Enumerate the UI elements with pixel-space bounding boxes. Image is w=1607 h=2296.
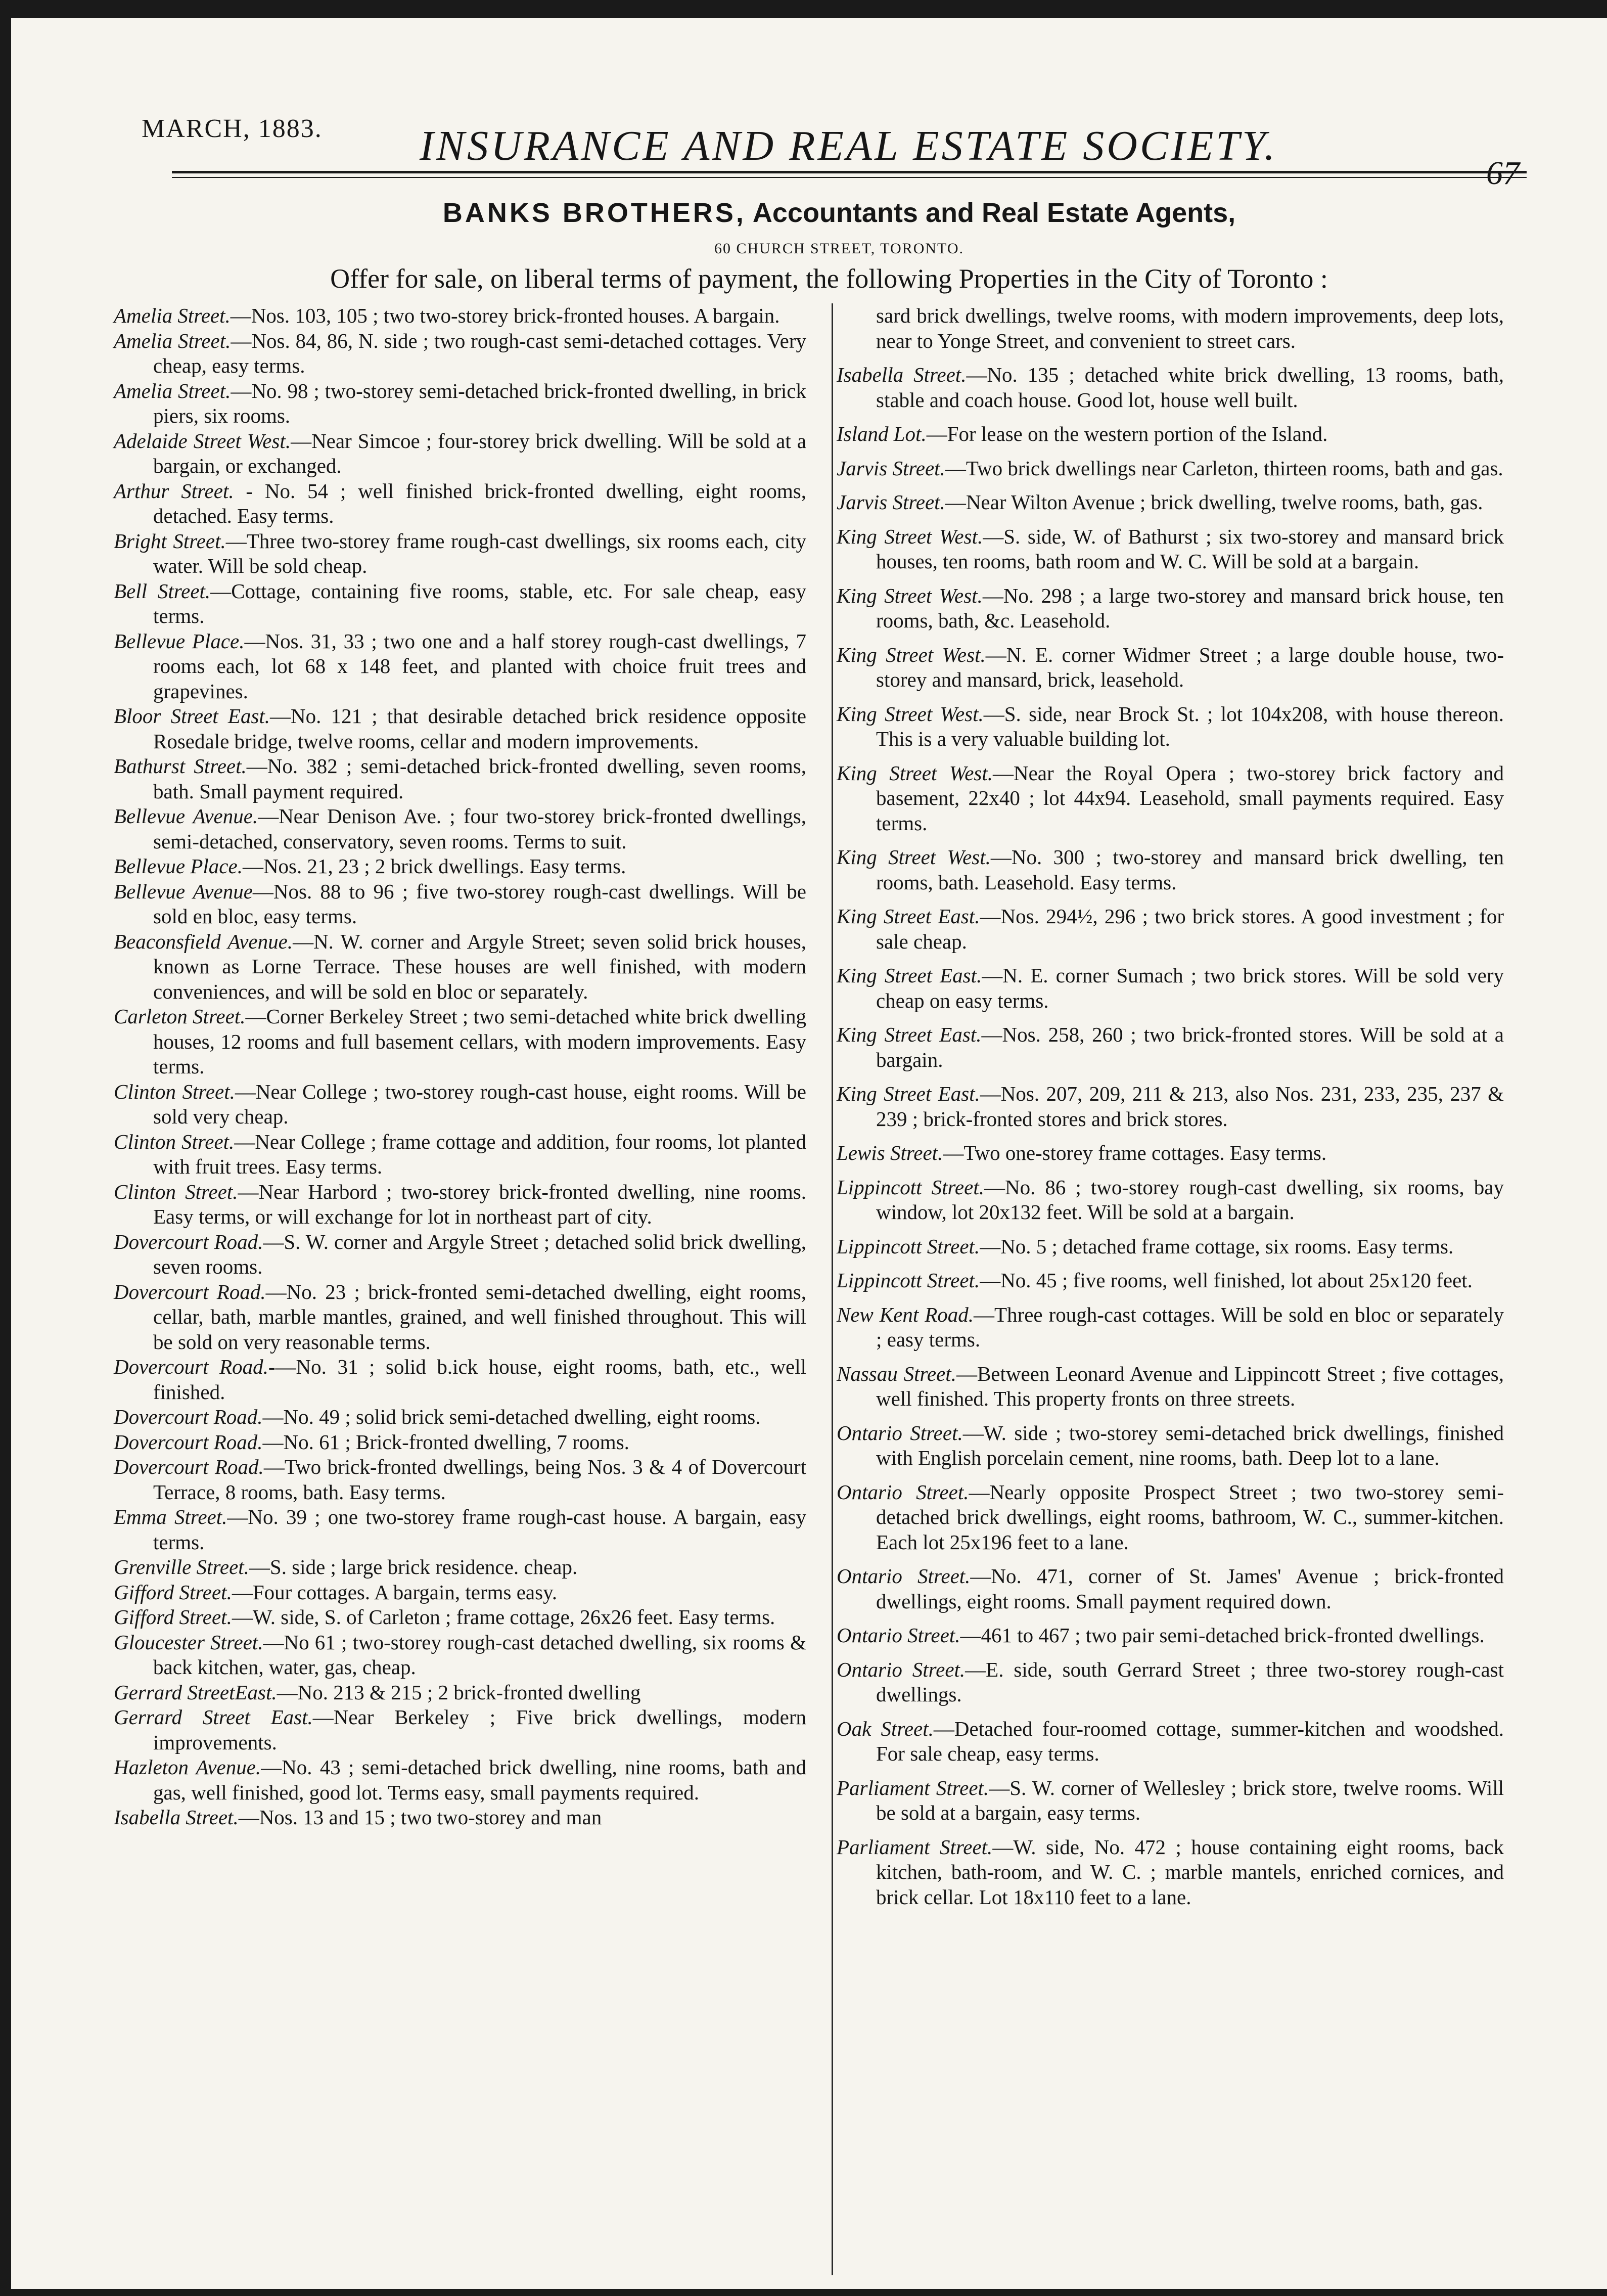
listing-description: —461 to 467 ; two pair semi-detached brick-fronted dwellings.: [960, 1624, 1485, 1647]
property-listing: [114, 303, 806, 329]
listing-description: —No. 135 ; detached white brick dwelling, 13 rooms, bath, stable and coach house. Good lot, house well built.: [876, 363, 1504, 412]
listing-description: —S. side ; large brick residence. cheap.: [249, 1555, 578, 1579]
property-listing: [114, 329, 806, 379]
property-listing: [114, 429, 806, 479]
advertiser-role: Accountants and Real Estate Agents,: [752, 198, 1236, 228]
listing-description: —Nos. 13 and 15 ; two two-storey and man: [238, 1806, 602, 1829]
listing-description: —Nos. 103, 105 ; two two-storey brick-fronted houses. A bargain.: [230, 304, 780, 327]
street-name: Bellevue Avenue.: [114, 804, 258, 828]
street-name: Dovercourt Road.: [114, 1280, 266, 1303]
street-name: Hazleton Avenue.: [114, 1755, 261, 1779]
street-name: Arthur Street.: [114, 479, 234, 503]
street-name: King Street East.: [837, 905, 980, 928]
street-name: Isabella Street.: [837, 363, 967, 386]
listing-description: —Near Harbord ; two-storey brick-fronted dwelling, nine rooms. Easy terms, or will exchange for lot in northeast part of city.: [153, 1180, 806, 1228]
street-name: Gloucester Street.: [114, 1630, 263, 1654]
listing-description: —Nearly opposite Prospect Street ; two two-storey semi-detached brick dwellings, eight rooms, bathroom, W. C., summer-kitchen. Each lot 25x196 feet to a lane.: [876, 1480, 1504, 1554]
property-listing: [114, 1705, 806, 1755]
listing-description: —S. W. corner and Argyle Street ; detached solid brick dwelling, seven rooms.: [153, 1230, 806, 1278]
property-listing: [837, 1234, 1504, 1259]
property-listing: [114, 1755, 806, 1805]
listing-description: —No. 382 ; semi-detached brick-fronted dwelling, seven rooms, bath. Small payment required.: [153, 754, 806, 803]
street-name: Adelaide Street West.: [114, 429, 291, 453]
listing-description: —No. 5 ; detached frame cottage, six rooms. Easy terms.: [980, 1234, 1454, 1258]
property-listing: [114, 929, 806, 1005]
street-name: Parliament Street.: [837, 1776, 989, 1799]
listing-description: —N. E. corner Widmer Street ; a large double house, two-storey and mansard, brick, leasehold.: [876, 643, 1504, 691]
property-listing: [837, 702, 1504, 752]
listing-description: —Nos. 207, 209, 211 & 213, also Nos. 231, 233, 235, 237 & 239 ; brick-fronted stores and brick stores.: [876, 1082, 1504, 1131]
property-listing: [837, 963, 1504, 1013]
listing-description: —Two one-storey frame cottages. Easy terms.: [943, 1141, 1327, 1164]
street-name: Clinton Street.: [114, 1180, 238, 1203]
street-name: King Street West.: [837, 643, 986, 666]
property-listing: [114, 1455, 806, 1505]
property-listing: [114, 754, 806, 804]
scan-top-edge: [0, 0, 1607, 18]
column-divider: [832, 303, 833, 2275]
property-listing: [837, 643, 1504, 693]
street-name: Dovercourt Road.: [114, 1355, 268, 1378]
listing-description: -—No. 31 ; solid b.ick house, eight rooms, bath, etc., well finished.: [153, 1355, 806, 1404]
street-name: Ontario Street.: [837, 1564, 971, 1588]
property-listing: [837, 583, 1504, 634]
listing-description: —Corner Berkeley Street ; two semi-detached white brick dwelling houses, 12 rooms and full basement cellars, with modern improvements. Easy terms.: [153, 1005, 806, 1078]
street-name: Bloor Street East.: [114, 704, 270, 728]
street-name: Amelia Street.: [114, 304, 231, 327]
property-listing: [837, 456, 1504, 481]
street-name: Ontario Street.: [837, 1657, 966, 1681]
street-name: Dovercourt Road.: [114, 1455, 264, 1478]
street-name: Gifford Street.: [114, 1605, 232, 1629]
listing-description: —No. 23 ; brick-fronted semi-detached dwelling, eight rooms, cellar, bath, marble mantles, grained, and well finished throughout. This will be sold on very reasonable terms.: [153, 1280, 806, 1354]
property-listing: [837, 1268, 1504, 1293]
listing-description: —N. W. corner and Argyle Street; seven solid brick houses, known as Lorne Terrace. These houses are well finished, with modern conveniences, and will be sold en bloc or separately.: [153, 929, 806, 1003]
listing-description: —Near Berkeley ; Five brick dwellings, modern improvements.: [153, 1705, 806, 1754]
property-listing: [114, 1130, 806, 1180]
listing-description: —Nos. 84, 86, N. side ; two rough-cast semi-detached cottages. Very cheap, easy terms.: [153, 329, 806, 377]
property-listing: [114, 1355, 806, 1405]
property-listing: [837, 1082, 1504, 1132]
property-listing: [837, 1717, 1504, 1767]
property-listing: [837, 1302, 1504, 1353]
street-name: Bright Street.: [114, 529, 226, 553]
street-name: Nassau Street.: [837, 1362, 956, 1385]
street-name: King Street West.: [837, 524, 983, 548]
property-listing: [837, 524, 1504, 574]
property-listing: [114, 1079, 806, 1130]
listing-description: —No 61 ; two-storey rough-cast detached dwelling, six rooms & back kitchen, water, gas, cheap.: [153, 1630, 806, 1679]
street-name: Bell Street.: [114, 579, 211, 603]
listing-description: —Nos. 294½, 296 ; two brick stores. A good investment ; for sale cheap.: [876, 905, 1504, 953]
property-listing: [837, 1421, 1504, 1471]
property-listing: [837, 422, 1504, 447]
street-name: Jarvis Street.: [837, 490, 945, 514]
street-name: Lippincott Street.: [837, 1175, 984, 1199]
listing-description: —Near College ; frame cottage and addition, four rooms, lot planted with fruit trees. Easy terms.: [153, 1130, 806, 1178]
listing-description: —No. 43 ; semi-detached brick dwelling, nine rooms, bath and gas, well finished, good lot. Terms easy, small payments required.: [153, 1755, 806, 1804]
advertiser-heading: [283, 197, 1395, 229]
property-listing: [837, 1362, 1504, 1412]
property-listing: [114, 1580, 806, 1605]
listing-description: —Detached four-roomed cottage, summer-kitchen and woodshed. For sale cheap, easy terms.: [876, 1717, 1504, 1765]
street-name: Clinton Street.: [114, 1130, 235, 1153]
street-name: Amelia Street.: [114, 379, 231, 402]
property-listing: [837, 761, 1504, 836]
property-listing: [114, 1555, 806, 1580]
street-name: Carleton Street.: [114, 1005, 246, 1028]
listing-description: —No. 471, corner of St. James' Avenue ; brick-fronted dwellings, eight rooms. Small payment required down.: [876, 1564, 1504, 1613]
street-name: Gifford Street.: [114, 1580, 232, 1604]
street-name: Beaconsfield Avenue.: [114, 929, 293, 953]
listing-description: —Near the Royal Opera ; two-storey brick factory and basement, 22x40 ; lot 44x94. Leasehold, small payments required. Easy terms.: [876, 761, 1504, 835]
street-name: Amelia Street.: [114, 329, 231, 352]
street-name: Island Lot.: [837, 422, 927, 445]
property-listing: [837, 1564, 1504, 1614]
right-column-listings: [837, 303, 1504, 1919]
listing-description: —Cottage, containing five rooms, stable, etc. For sale cheap, easy terms.: [153, 579, 806, 627]
listing-description: —Between Leonard Avenue and Lippincott Street ; five cottages, well finished. This property fronts on three streets.: [876, 1362, 1504, 1410]
street-name: Bellevue Place.: [114, 629, 245, 653]
street-name: Ontario Street.: [837, 1624, 960, 1647]
street-name: Dovercourt Road.: [114, 1230, 263, 1253]
street-name: King Street West.: [837, 761, 993, 785]
property-listing: [114, 879, 806, 929]
listing-description: —W. side, S. of Carleton ; frame cottage, 26x26 feet. Easy terms.: [232, 1605, 775, 1629]
property-listing: [837, 1657, 1504, 1707]
listing-description: —W. side, No. 472 ; house containing eight rooms, back kitchen, bath-room, and W. C. ; marble mantels, enriched cornices, and brick cellar. Lot 18x110 feet to a lane.: [876, 1835, 1504, 1909]
listing-description: —Three rough-cast cottages. Will be sold en bloc or separately ; easy terms.: [876, 1302, 1504, 1351]
street-name: Gerrard StreetEast.: [114, 1680, 277, 1704]
listing-continuation: sard brick dwellings, twelve rooms, with modern improvements, deep lots, near to Yonge Street, and convenient to street cars.: [876, 304, 1504, 352]
street-name: Jarvis Street.: [837, 456, 945, 480]
property-listing: [114, 1805, 806, 1830]
property-listing: [114, 529, 806, 579]
property-listing: [114, 804, 806, 854]
page-header: [142, 109, 1532, 169]
listing-description: —E. side, south Gerrard Street ; three two-storey rough-cast dwellings.: [876, 1657, 1504, 1706]
street-name: Lippincott Street.: [837, 1234, 980, 1258]
listing-description: —No. 298 ; a large two-storey and mansard brick house, ten rooms, bath, &c. Leasehold.: [876, 583, 1504, 632]
property-listing: [114, 1004, 806, 1079]
listing-description: —Nos. 21, 23 ; 2 brick dwellings. Easy terms.: [242, 854, 626, 878]
listing-description: —For lease on the western portion of the Island.: [926, 422, 1328, 445]
property-listing: [837, 490, 1504, 515]
property-listing: [114, 379, 806, 429]
property-listing: [114, 1280, 806, 1355]
property-listing: [837, 1175, 1504, 1225]
property-listing: [837, 363, 1504, 413]
street-name: Dovercourt Road.: [114, 1430, 263, 1454]
street-name: Clinton Street.: [114, 1079, 235, 1103]
street-name: Ontario Street.: [837, 1480, 969, 1504]
listing-description: —Three two-storey frame rough-cast dwellings, six rooms each, city water. Will be sold cheap.: [153, 529, 806, 577]
property-listing: [114, 1630, 806, 1680]
street-name: Oak Street.: [837, 1717, 934, 1740]
property-listing: [114, 1230, 806, 1280]
listing-description: —N. E. corner Sumach ; two brick stores. Will be sold very cheap on easy terms.: [876, 964, 1504, 1012]
property-listing: [114, 629, 806, 704]
street-name: Bathurst Street.: [114, 754, 247, 778]
street-name: Lippincott Street.: [837, 1269, 980, 1292]
street-name: Isabella Street.: [114, 1806, 239, 1829]
street-name: King Street East.: [837, 1082, 980, 1105]
property-listing: [837, 845, 1504, 895]
property-listing: [114, 479, 806, 529]
listing-description: —Nos. 88 to 96 ; five two-storey rough-cast dwellings. Will be sold en bloc, easy terms.: [153, 879, 806, 928]
listing-description: —Two brick dwellings near Carleton, thirteen rooms, bath and gas.: [945, 456, 1503, 480]
property-listing: [114, 1430, 806, 1455]
street-name: King Street East.: [837, 1023, 982, 1046]
header-rule-thin: [172, 177, 1527, 178]
property-listing: [114, 579, 806, 629]
listing-description: —Four cottages. A bargain, terms easy.: [232, 1580, 558, 1604]
offer-line: Offer for sale, on liberal terms of payment, the following Properties in the City of Toronto :: [330, 263, 1328, 294]
street-name: Gerrard Street East.: [114, 1705, 313, 1729]
listing-description: —No. 49 ; solid brick semi-detached dwelling, eight rooms.: [262, 1405, 761, 1428]
page-number: [1486, 154, 1520, 193]
property-listing: [837, 904, 1504, 954]
scan-left-edge: [0, 0, 11, 2296]
issue-date: MARCH, 1883.: [142, 114, 323, 143]
street-name: King Street West.: [837, 702, 984, 726]
property-listing: [837, 1835, 1504, 1910]
property-listing: [837, 1022, 1504, 1072]
advertiser-name: BANKS BROTHERS,: [442, 198, 746, 228]
listing-description: —No. 61 ; Brick-fronted dwelling, 7 rooms.: [262, 1430, 629, 1454]
property-listing: [114, 1505, 806, 1555]
listing-description: —Two brick-fronted dwellings, being Nos. 3 & 4 of Dovercourt Terrace, 8 rooms, bath. Easy terms.: [153, 1455, 806, 1504]
property-listing: [837, 1141, 1504, 1166]
advertiser-address: 60 CHURCH STREET, TORONTO.: [714, 240, 964, 257]
listing-description: —No. 86 ; two-storey rough-cast dwelling, six rooms, bay window, lot 20x132 feet. Will be sold at a bargain.: [876, 1175, 1504, 1224]
street-name: Parliament Street.: [837, 1835, 993, 1859]
property-listing: [837, 1480, 1504, 1555]
street-name: King Street East.: [837, 964, 982, 987]
listing-description: —No. 213 & 215 ; 2 brick-fronted dwelling: [277, 1680, 641, 1704]
scan-bottom-edge: [0, 2289, 1607, 2296]
listing-description: —No. 39 ; one two-storey frame rough-cast house. A bargain, easy terms.: [153, 1505, 807, 1554]
street-name: Lewis Street.: [837, 1141, 943, 1164]
listing-description: —Near Wilton Avenue ; brick dwelling, twelve rooms, bath, gas.: [945, 490, 1483, 514]
property-listing: [114, 854, 806, 879]
street-name: King Street West.: [837, 583, 983, 607]
listing-description: —W. side ; two-storey semi-detached brick dwellings, finished with English porcelain cement, nine rooms, bath. Deep lot to a lane.: [876, 1421, 1504, 1469]
street-name: Bellevue Place.: [114, 854, 243, 878]
street-name: Grenville Street.: [114, 1555, 249, 1579]
listing-description: - No. 54 ; well finished brick-fronted dwelling, eight rooms, detached. Easy terms.: [153, 479, 806, 527]
listing-description: —Near Denison Ave. ; four two-storey brick-fronted dwellings, semi-detached, conservatory, seven rooms. Terms to suit.: [153, 804, 806, 853]
header-rule-thick: [172, 171, 1527, 173]
street-name: New Kent Road.: [837, 1302, 974, 1326]
listing-description: —Nos. 258, 260 ; two brick-fronted stores. Will be sold at a bargain.: [876, 1023, 1504, 1071]
street-name: Dovercourt Road.: [114, 1405, 263, 1428]
listing-description: —Near Simcoe ; four-storey brick dwelling. Will be sold at a bargain, or exchanged.: [153, 429, 806, 477]
street-name: King Street West.: [837, 845, 991, 869]
property-listing: [114, 1180, 806, 1230]
property-listing: [837, 1776, 1504, 1826]
listing-description: —No. 98 ; two-storey semi-detached brick-fronted dwelling, in brick piers, six rooms.: [153, 379, 806, 427]
street-name: Emma Street.: [114, 1505, 227, 1528]
street-name: Bellevue Avenue: [114, 879, 253, 903]
listing-description: —No. 121 ; that desirable detached brick residence opposite Rosedale bridge, twelve rooms, cellar and modern improvements.: [153, 704, 806, 753]
property-listing: [114, 1405, 806, 1430]
listing-description: —Near College ; two-storey rough-cast house, eight rooms. Will be sold very cheap.: [153, 1079, 806, 1128]
property-listing: [114, 1605, 806, 1630]
listing-description: —S. side, near Brock St. ; lot 104x208, with house thereon. This is a very valuable building lot.: [876, 702, 1504, 750]
property-listing: [114, 704, 806, 754]
property-listing: [837, 1623, 1504, 1648]
left-column-listings: [114, 303, 806, 1830]
publication-title: INSURANCE AND REAL ESTATE SOCIETY.: [420, 122, 1277, 169]
street-name: Ontario Street.: [837, 1421, 963, 1445]
listing-description: —Nos. 31, 33 ; two one and a half storey rough-cast dwellings, 7 rooms each, lot 68 x 148 feet, and planted with choice fruit trees and grapevines.: [153, 629, 806, 703]
listing-description: —S. W. corner of Wellesley ; brick store, twelve rooms. Will be sold at a bargain, easy terms.: [876, 1776, 1504, 1824]
listing-description: —No. 300 ; two-storey and mansard brick dwelling, ten rooms, bath. Leasehold. Easy terms.: [876, 845, 1504, 894]
listing-description: —No. 45 ; five rooms, well finished, lot about 25x120 feet.: [980, 1269, 1473, 1292]
property-listing: [114, 1680, 806, 1705]
listing-description: —S. side, W. of Bathurst ; six two-storey and mansard brick houses, ten rooms, bath room and W. C. Will be sold at a bargain.: [876, 524, 1504, 573]
